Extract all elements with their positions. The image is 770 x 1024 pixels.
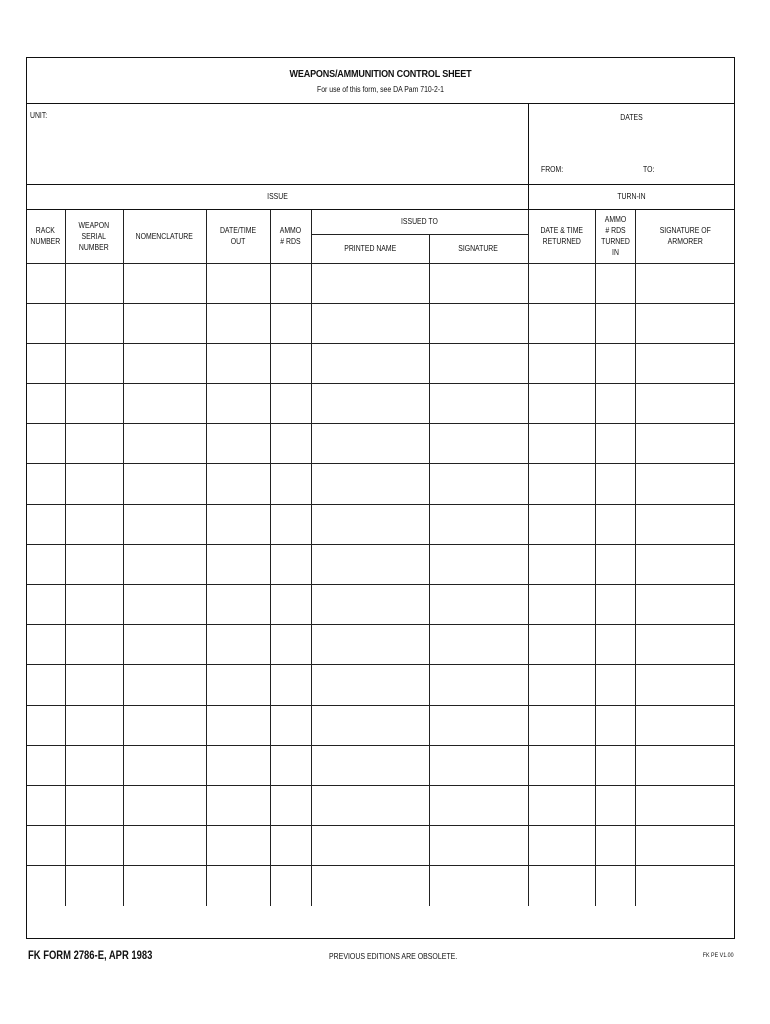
cell-signature-of-armorer[interactable] [635,504,734,544]
column-header-ammo-rds-turned-in: AMMO # RDS TURNED IN [595,210,635,263]
cell-rack-number[interactable] [27,785,65,825]
cell-signature-of-armorer[interactable] [635,625,734,665]
cell-ammo-rds[interactable] [270,705,311,745]
cell-weapon-serial-number[interactable] [65,384,123,424]
cell-ammo-rds-turned-in[interactable] [595,665,635,705]
table-row [27,504,734,544]
cell-date-time-returned[interactable] [528,745,595,785]
cell-nomenclature[interactable] [123,705,206,745]
cell-ammo-rds-turned-in[interactable] [595,544,635,584]
cell-weapon-serial-number[interactable] [65,745,123,785]
cell-weapon-serial-number[interactable] [65,424,123,464]
cell-signature[interactable] [429,303,528,343]
cell-ammo-rds-turned-in[interactable] [595,384,635,424]
cell-date-time-returned[interactable] [528,585,595,625]
cell-rack-number[interactable] [27,384,65,424]
cell-weapon-serial-number[interactable] [65,625,123,665]
cell-date-time-returned[interactable] [528,705,595,745]
cell-date-time-out[interactable] [206,665,270,705]
cell-weapon-serial-number[interactable] [65,826,123,866]
cell-ammo-rds[interactable] [270,745,311,785]
cell-ammo-rds[interactable] [270,665,311,705]
cell-ammo-rds[interactable] [270,424,311,464]
turn-in-section-label: TURN-IN [617,192,646,201]
cell-signature-of-armorer[interactable] [635,263,734,303]
cell-date-time-out[interactable] [206,464,270,504]
cell-signature[interactable] [429,705,528,745]
table-row [27,866,734,906]
cell-printed-name[interactable] [311,303,429,343]
from-label: FROM: [541,165,564,174]
column-header-date-time-returned: DATE & TIME RETURNED [528,210,595,263]
column-header-printed-name: PRINTED NAME [311,234,429,263]
cell-rack-number[interactable] [27,424,65,464]
cell-ammo-rds[interactable] [270,343,311,383]
issue-section-label: ISSUE [267,192,288,201]
column-header-issued-to: ISSUED TO [311,210,528,234]
cell-ammo-rds-turned-in[interactable] [595,424,635,464]
cell-ammo-rds[interactable] [270,625,311,665]
cell-nomenclature[interactable] [123,866,206,906]
cell-signature[interactable] [429,625,528,665]
cell-signature-of-armorer[interactable] [635,384,734,424]
cell-date-time-returned[interactable] [528,384,595,424]
cell-weapon-serial-number[interactable] [65,705,123,745]
cell-rack-number[interactable] [27,826,65,866]
cell-date-time-out[interactable] [206,504,270,544]
cell-ammo-rds[interactable] [270,303,311,343]
cell-ammo-rds-turned-in[interactable] [595,504,635,544]
cell-nomenclature[interactable] [123,263,206,303]
cell-signature[interactable] [429,263,528,303]
cell-nomenclature[interactable] [123,585,206,625]
cell-printed-name[interactable] [311,826,429,866]
cell-date-time-out[interactable] [206,826,270,866]
cell-nomenclature[interactable] [123,303,206,343]
cell-date-time-returned[interactable] [528,303,595,343]
table-row [27,544,734,584]
column-header-ammo-rds: AMMO # RDS [270,210,311,263]
cell-date-time-returned[interactable] [528,625,595,665]
form-subtitle: For use of this form, see DA Pam 710-2-1 [317,85,444,94]
cell-rack-number[interactable] [27,665,65,705]
cell-ammo-rds-turned-in[interactable] [595,464,635,504]
form-title: WEAPONS/AMMUNITION CONTROL SHEET [289,68,472,80]
cell-ammo-rds[interactable] [270,785,311,825]
control-table [27,210,734,906]
table-row [27,303,734,343]
column-header-date-time-out: DATE/TIME OUT [206,210,270,263]
cell-nomenclature[interactable] [123,343,206,383]
cell-date-time-returned[interactable] [528,826,595,866]
cell-date-time-out[interactable] [206,343,270,383]
cell-printed-name[interactable] [311,384,429,424]
cell-signature[interactable] [429,585,528,625]
cell-ammo-rds-turned-in[interactable] [595,263,635,303]
cell-signature-of-armorer[interactable] [635,705,734,745]
dates-section [528,104,734,184]
column-header-nomenclature: NOMENCLATURE [123,210,206,263]
cell-nomenclature[interactable] [123,625,206,665]
cell-date-time-out[interactable] [206,785,270,825]
cell-rack-number[interactable] [27,343,65,383]
cell-ammo-rds-turned-in[interactable] [595,745,635,785]
cell-signature[interactable] [429,384,528,424]
column-header-signature-of-armorer: SIGNATURE OF ARMORER [635,210,734,263]
cell-signature-of-armorer[interactable] [635,826,734,866]
cell-rack-number[interactable] [27,625,65,665]
cell-rack-number[interactable] [27,504,65,544]
cell-date-time-out[interactable] [206,705,270,745]
cell-nomenclature[interactable] [123,504,206,544]
cell-weapon-serial-number[interactable] [65,343,123,383]
table-row [27,705,734,745]
cell-nomenclature[interactable] [123,665,206,705]
cell-date-time-out[interactable] [206,585,270,625]
table-row [27,625,734,665]
cell-date-time-returned[interactable] [528,785,595,825]
cell-signature[interactable] [429,866,528,906]
form-number: FK FORM 2786-E, APR 1983 [28,950,153,962]
cell-printed-name[interactable] [311,745,429,785]
cell-nomenclature[interactable] [123,464,206,504]
section-headings [27,185,734,210]
form-header [27,58,734,104]
column-header-rack-number: RACK NUMBER [27,210,65,263]
table-row [27,424,734,464]
unit-section [27,104,734,185]
cell-nomenclature[interactable] [123,424,206,464]
weapons-control-form [26,57,735,939]
cell-signature-of-armorer[interactable] [635,424,734,464]
cell-weapon-serial-number[interactable] [65,263,123,303]
cell-ammo-rds[interactable] [270,866,311,906]
cell-printed-name[interactable] [311,625,429,665]
table-row [27,665,734,705]
cell-weapon-serial-number[interactable] [65,785,123,825]
cell-printed-name[interactable] [311,866,429,906]
cell-signature-of-armorer[interactable] [635,303,734,343]
cell-weapon-serial-number[interactable] [65,866,123,906]
cell-signature-of-armorer[interactable] [635,544,734,584]
cell-printed-name[interactable] [311,665,429,705]
cell-ammo-rds[interactable] [270,263,311,303]
cell-nomenclature[interactable] [123,384,206,424]
cell-printed-name[interactable] [311,263,429,303]
cell-date-time-returned[interactable] [528,866,595,906]
table-row [27,384,734,424]
cell-date-time-returned[interactable] [528,424,595,464]
cell-date-time-out[interactable] [206,303,270,343]
cell-signature[interactable] [429,745,528,785]
to-label: TO: [643,165,655,174]
cell-ammo-rds-turned-in[interactable] [595,585,635,625]
cell-date-time-returned[interactable] [528,665,595,705]
cell-weapon-serial-number[interactable] [65,303,123,343]
cell-ammo-rds[interactable] [270,826,311,866]
cell-printed-name[interactable] [311,585,429,625]
cell-nomenclature[interactable] [123,785,206,825]
cell-date-time-returned[interactable] [528,263,595,303]
cell-signature-of-armorer[interactable] [635,745,734,785]
cell-weapon-serial-number[interactable] [65,585,123,625]
cell-date-time-out[interactable] [206,263,270,303]
table-row [27,263,734,303]
cell-rack-number[interactable] [27,705,65,745]
cell-nomenclature[interactable] [123,826,206,866]
cell-nomenclature[interactable] [123,544,206,584]
cell-ammo-rds-turned-in[interactable] [595,826,635,866]
cell-date-time-returned[interactable] [528,464,595,504]
cell-printed-name[interactable] [311,343,429,383]
cell-date-time-out[interactable] [206,625,270,665]
turn-in-section [528,185,734,209]
cell-signature[interactable] [429,504,528,544]
cell-nomenclature[interactable] [123,745,206,785]
cell-signature-of-armorer[interactable] [635,464,734,504]
cell-ammo-rds[interactable] [270,585,311,625]
cell-rack-number[interactable] [27,866,65,906]
cell-signature[interactable] [429,826,528,866]
table-row [27,464,734,504]
cell-signature[interactable] [429,424,528,464]
cell-signature-of-armorer[interactable] [635,866,734,906]
cell-date-time-out[interactable] [206,384,270,424]
cell-date-time-returned[interactable] [528,504,595,544]
version-label: FK PE V1.00 [703,952,734,959]
cell-printed-name[interactable] [311,705,429,745]
cell-date-time-returned[interactable] [528,343,595,383]
cell-printed-name[interactable] [311,424,429,464]
cell-weapon-serial-number[interactable] [65,544,123,584]
cell-signature[interactable] [429,665,528,705]
cell-rack-number[interactable] [27,745,65,785]
cell-date-time-out[interactable] [206,866,270,906]
cell-signature[interactable] [429,343,528,383]
cell-ammo-rds-turned-in[interactable] [595,343,635,383]
cell-rack-number[interactable] [27,303,65,343]
cell-printed-name[interactable] [311,544,429,584]
cell-signature[interactable] [429,464,528,504]
cell-rack-number[interactable] [27,585,65,625]
unit-label: UNIT: [30,111,48,120]
cell-ammo-rds-turned-in[interactable] [595,785,635,825]
cell-signature[interactable] [429,544,528,584]
column-header-weapon-serial-number: WEAPON SERIAL NUMBER [65,210,123,263]
cell-ammo-rds-turned-in[interactable] [595,866,635,906]
cell-date-time-out[interactable] [206,544,270,584]
table-row [27,585,734,625]
cell-rack-number[interactable] [27,544,65,584]
dates-label: DATES [620,113,643,122]
cell-signature-of-armorer[interactable] [635,585,734,625]
cell-ammo-rds[interactable] [270,504,311,544]
table-body [27,263,734,906]
cell-ammo-rds-turned-in[interactable] [595,705,635,745]
cell-ammo-rds[interactable] [270,384,311,424]
cell-weapon-serial-number[interactable] [65,665,123,705]
cell-printed-name[interactable] [311,504,429,544]
cell-ammo-rds[interactable] [270,544,311,584]
table-row [27,745,734,785]
cell-date-time-returned[interactable] [528,544,595,584]
table-row [27,785,734,825]
cell-signature[interactable] [429,785,528,825]
cell-ammo-rds-turned-in[interactable] [595,625,635,665]
cell-weapon-serial-number[interactable] [65,504,123,544]
cell-weapon-serial-number[interactable] [65,464,123,504]
cell-signature-of-armorer[interactable] [635,785,734,825]
cell-ammo-rds-turned-in[interactable] [595,303,635,343]
cell-signature-of-armorer[interactable] [635,343,734,383]
table-row [27,343,734,383]
cell-rack-number[interactable] [27,263,65,303]
cell-signature-of-armorer[interactable] [635,665,734,705]
obsolete-notice: PREVIOUS EDITIONS ARE OBSOLETE. [329,951,458,961]
cell-printed-name[interactable] [311,464,429,504]
cell-date-time-out[interactable] [206,424,270,464]
column-header-signature: SIGNATURE [429,234,528,263]
cell-printed-name[interactable] [311,785,429,825]
table-row [27,826,734,866]
cell-rack-number[interactable] [27,464,65,504]
cell-ammo-rds[interactable] [270,464,311,504]
cell-date-time-out[interactable] [206,745,270,785]
